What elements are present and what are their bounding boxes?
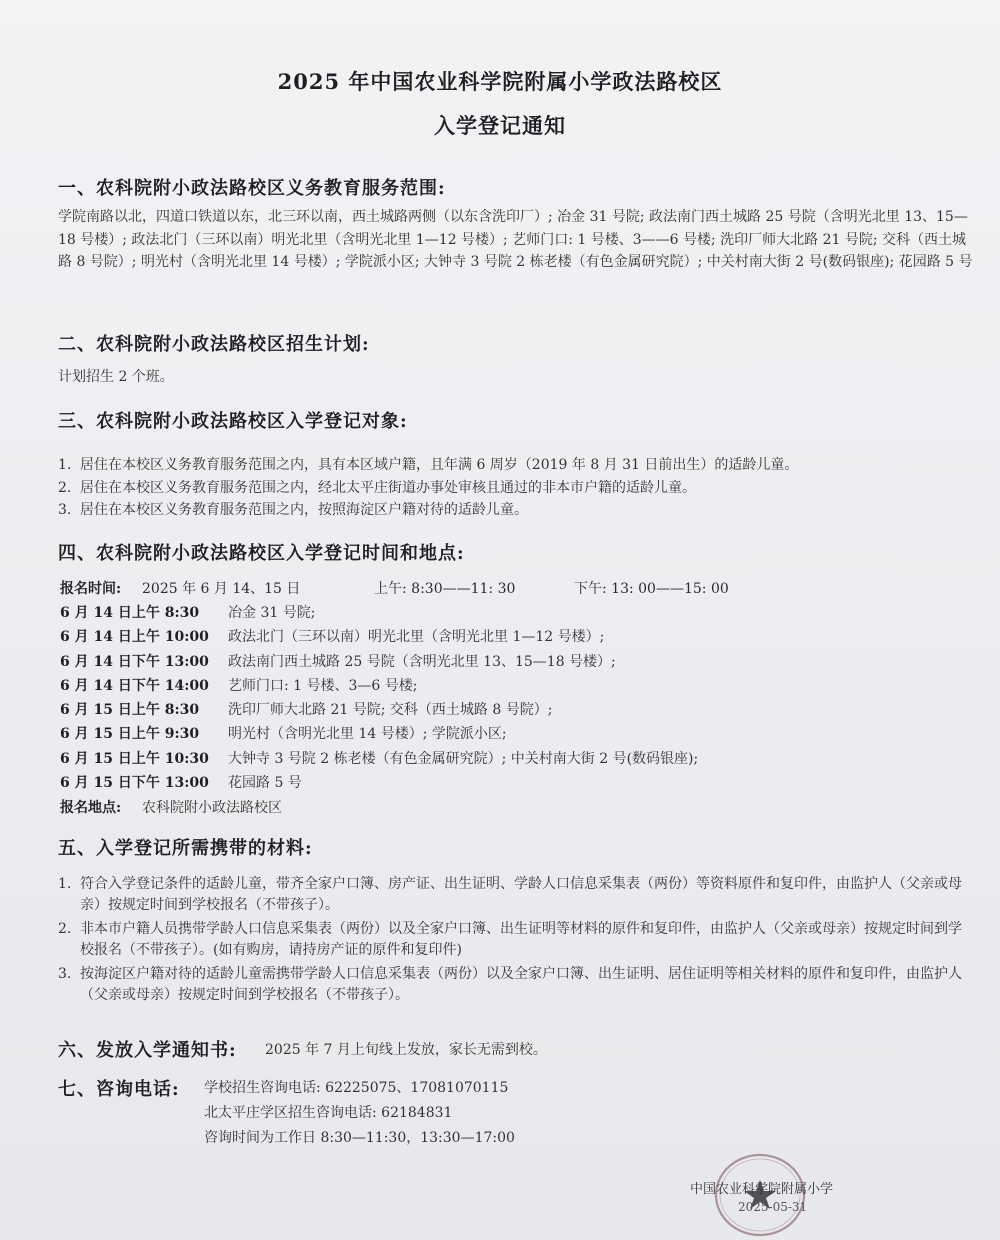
section-1-body: 学院南路以北，四道口铁道以东，北三环以南，西土城路两侧（以东含洗印厂）; 冶金 31 号院; 政法南门西土城路 25 号院（含明光北里 13、15—18 号楼）; 政法北门（三环以南）明光北里（含明光北里 1—12 号楼）; 艺师门口: 1 号楼、3——6 号楼; 洗印厂师大北路 21 号院; 交科（西土城路 8 号院）; 明光村（含明光北里 14 号楼）; 学院派小区; 大钟寺 3 号院 2 栋老楼（有色金属研究院）; 中关村南大街 2 号(数码银座); 花园路 5 号 <box>58 209 973 270</box>
district-phone: 北太平庄学区招生咨询电话: 62184831 <box>204 1105 453 1121</box>
section-3-list <box>58 454 970 522</box>
list-item: 2. 居住在本校区义务教育服务范围之内，经北太平庄街道办事处审核且通过的非本市户籍的适龄儿童。 <box>58 479 696 496</box>
registration-location-value: 农科院附小政法路校区 <box>142 800 282 816</box>
page-subtitle: 入学登记通知 <box>434 113 566 138</box>
list-item: 1. 符合入学登记条件的适龄儿童，带齐全家户口簿、房产证、出生证明、学龄人口信息采集表（两份）等资料原件和复印件，由监护人（父亲或母亲）按规定时间到学校报名（不带孩子）。 <box>58 876 962 913</box>
section-5-heading: 五、入学登记所需携带的材料: <box>58 838 313 859</box>
section-2-heading: 二、农科院附小政法路校区招生计划: <box>58 334 370 355</box>
signature-date: 2025-05-31 <box>738 1200 808 1214</box>
registration-location-label: 报名地点: <box>60 800 122 816</box>
registration-time-label: 报名时间: <box>60 581 122 597</box>
list-item: 2. 非本市户籍人员携带学龄人口信息采集表（两份）以及全家户口簿、出生证明等材料的原件和复印件，由监护人（父亲或母亲）按规定时间到学校报名（不带孩子）。(如有购房，请持房产证的原件和复印件) <box>58 921 962 958</box>
list-item: 1. 居住在本校区义务教育服务范围之内，具有本区域户籍，且年满 6 周岁（2019 年 8 月 31 日前出生）的适龄儿童。 <box>58 457 799 473</box>
section-6-body: 2025 年 7 月上旬线上发放，家长无需到校。 <box>265 1042 547 1058</box>
registration-pm: 下午: 13: 00——15: 00 <box>574 581 729 597</box>
registration-time <box>60 578 960 600</box>
notice-sheet: 2025 年中国农业科学院附属小学政法路校区 入学登记通知 一、农科院附小政法路校区义务教育服务范围: 学院南路以北，四道口铁道以东，北三环以南，西土城路两侧（以东含洗印厂）; 冶金 31 号院; 政法南门西土城路 25 号院（含明光北里 13、15—18 号楼）; 政法北门（三环以南）明光北里（含明光北里 1—12 号楼）; 艺师门口: 1 号楼、3——6 号楼; 洗印厂师大北路 21 号院; 交科（西土城路 8 号院）; 明光村（含明光北里 14 号楼）; 学院派小区; 大钟寺 3 号院 2 栋老楼（有色金属研究院）; 中关村南大街 2 号(数码银座); 花园路 5 号 二、农科院附小政法路校区招生计划: 计划招生 2 个班。 三、农科院附小政法路校区入学登记对象: 1. 居住在本校区义务教育服务范围之内，具有本区域户籍，且年满 6 周岁（2019 年 8 月 31 日前出生）的适龄儿童。 2. 居住在本校区义务教育服务范围之内，经北太平庄街道办事处审核且通过的非本市户籍的适龄儿童。 3. 居住在本校区义务教育服务范围之内，按照海淀区户籍对待的适龄儿童。 四、农科院附小政法路校区入学登记时间和地点: 报名时间: 2025 年 6 月 14、15 日 上午: 8:30——11: 30 下午: 13: 00——15: 00 6 月 14 日上午 8:30 冶金 31 号院; 6 月 14 日上午 10:00 政法北门（三环以南）明光北里（含明光北里 1—12 号楼）; 6 月 14 日下午 13:00 政法南门西土城路 25 号院（含明光北里 13、15—18 号楼）; 6 月 14 日下午 14:00 艺师门口: 1 号楼、3—6 号楼; 6 月 15 日上午 8:30 洗印厂师大北路 21 号院; 交科（西土城路 8 号院）; 6 月 15 日上午 9:30 明光村（含明光北里 14 号楼）; 学院派小区; 6 月 15 日上午 10:30 大钟寺 3 号院 2 栋老楼（有色金属研究院）; 中关村南大街 2 号(数码银座); 6 月 15 日下午 13:00 花园路 5 号 报名地点: 农科院附小政法路校区 五、入学登记所需携带的材料: 1. 符合入学登记条件的适龄儿童，带齐全家户口簿、房产证、出生证明、学龄人口信息采集表（两份）等资料原件和复印件，由监护人（父亲或母亲）按规定时间到学校报名（不带孩子）。 2. 非本市户籍人员携带学龄人口信息采集表（两份）以及全家户口簿、出生证明等材料的原件和复印件，由监护人（父亲或母亲）按规定时间到学校报名（不带孩子）。(如有购房，请持房产证的原件和复印件) 3. 按海淀区户籍对待的适龄儿童需携带学龄人口信息采集表（两份）以及全家户口簿、出生证明、居住证明等相关材料的原件和复印件，由监护人（父亲或母亲）按规定时间到学校报名（不带孩子）。 六、发放入学通知书: 2025 年 7 月上旬线上发放，家长无需到校。 七、咨询电话: 学校招生咨询电话: 62225075、17081070115 北太平庄学区招生咨询电话: 62184831 咨询时间为工作日 8:30—11:30，13:30—17:00 中国农业科学院附属小学 2025-05-31 <box>0 0 1000 1238</box>
section-7-heading: 七、咨询电话: <box>58 1079 180 1100</box>
registration-date: 2025 年 6 月 14、15 日 <box>142 581 301 597</box>
section-2-body: 计划招生 2 个班。 <box>58 369 174 385</box>
list-item: 3. 居住在本校区义务教育服务范围之内，按照海淀区户籍对待的适龄儿童。 <box>58 502 528 518</box>
signature-org: 中国农业科学院附属小学 <box>690 1182 834 1197</box>
page-title: 2025 年中国农业科学院附属小学政法路校区 <box>277 69 723 94</box>
list-item: 3. 按海淀区户籍对待的适龄儿童需携带学龄人口信息采集表（两份）以及全家户口簿、出生证明、居住证明等相关材料的原件和复印件，由监护人（父亲或母亲）按规定时间到学校报名（不带孩子）。 <box>58 966 962 1003</box>
section-1-heading: 一、农科院附小政法路校区义务教育服务范围: <box>58 178 446 199</box>
section-5-list <box>58 874 970 1005</box>
section-6-heading: 六、发放入学通知书: <box>58 1040 237 1061</box>
section-3-heading: 三、农科院附小政法路校区入学登记对象: <box>58 411 408 432</box>
consult-hours: 咨询时间为工作日 8:30—11:30，13:30—17:00 <box>204 1130 515 1146</box>
school-phone: 学校招生咨询电话: 62225075、17081070115 <box>204 1080 509 1096</box>
registration-am: 上午: 8:30——11: 30 <box>374 581 516 597</box>
section-4-heading: 四、农科院附小政法路校区入学登记时间和地点: <box>58 543 465 564</box>
